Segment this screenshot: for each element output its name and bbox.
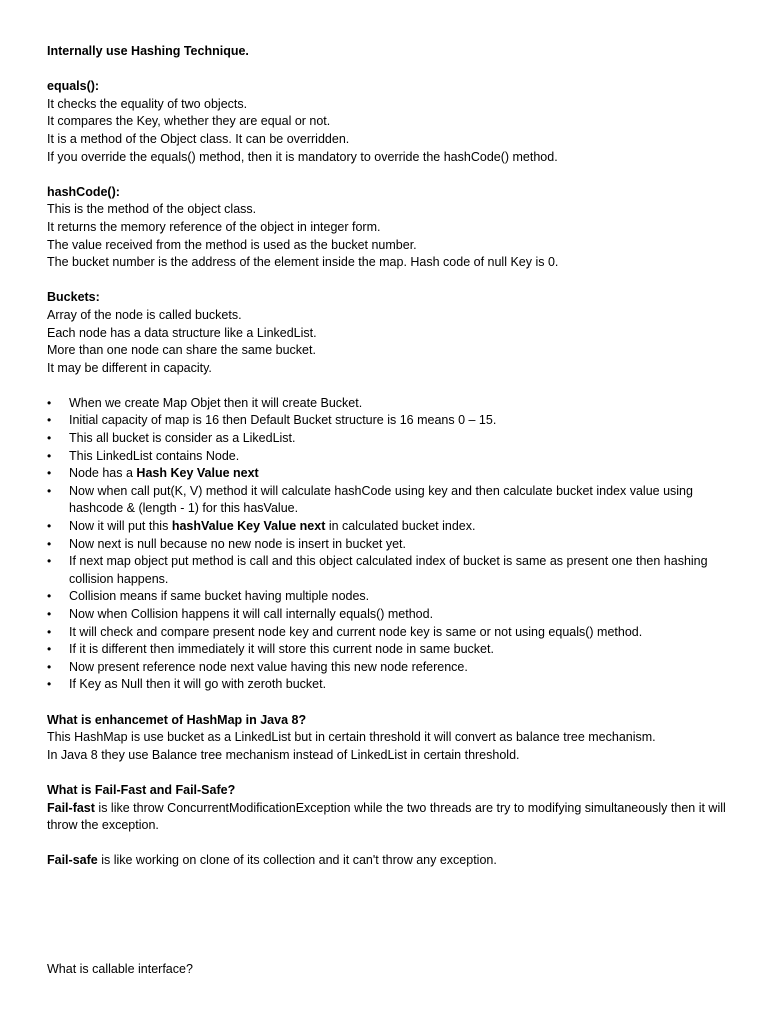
- bullet-icon: •: [47, 466, 52, 481]
- bullet-icon: •: [47, 589, 52, 604]
- buckets-line: Array of the node is called buckets.: [47, 307, 242, 322]
- list-item: [47, 536, 739, 554]
- list-item-text: If Key as Null then it will go with zeroth bucket.: [69, 677, 327, 692]
- bullet-icon: •: [47, 483, 52, 498]
- list-item-text: Now present reference node next value having this new node reference.: [69, 659, 468, 674]
- failfast-term: Fail-fast: [47, 800, 95, 815]
- spacer: [47, 166, 727, 184]
- list-item: [47, 483, 739, 518]
- bullet-icon: •: [47, 395, 52, 410]
- list-item: [47, 448, 739, 466]
- java8-line: In Java 8 they use Balance tree mechanism instead of LinkedList in certain threshold.: [47, 747, 520, 762]
- equals-line: It is a method of the Object class. It can be overridden.: [47, 131, 350, 146]
- failfast-paragraph: [47, 800, 727, 835]
- list-item: [47, 553, 739, 588]
- bullet-icon: •: [47, 536, 52, 551]
- list-item-text: This LinkedList contains Node.: [69, 448, 240, 463]
- hashcode-line: This is the method of the object class.: [47, 202, 257, 217]
- list-item: [47, 659, 739, 677]
- hashcode-line: It returns the memory reference of the object in integer form.: [47, 219, 381, 234]
- buckets-line: It may be different in capacity.: [47, 360, 212, 375]
- bullet-icon: •: [47, 659, 52, 674]
- list-item: [47, 465, 739, 483]
- bullet-icon: •: [47, 624, 52, 639]
- buckets-line: More than one node can share the same bucket.: [47, 343, 316, 358]
- list-item-text: If next map object put method is call and this object calculated index of bucket is same as present one then hashing collision happens.: [69, 554, 708, 586]
- list-item-text: Node has a: [69, 466, 137, 481]
- spacer: [47, 61, 727, 79]
- bullet-icon: •: [47, 607, 52, 621]
- list-item-text: Now when call put(K, V) method it will calculate hashCode using key and then calculate bucket index value using hashcode & (length - 1) for this hasValue.: [69, 483, 693, 516]
- list-item-text: in calculated bucket index.: [325, 519, 476, 534]
- bullet-icon: •: [47, 554, 52, 569]
- spacer: [47, 272, 727, 290]
- list-item-text: Initial capacity of map is 16 then Default Bucket structure is 16 means 0 – 15.: [69, 413, 497, 428]
- list-item: [47, 606, 739, 624]
- failsafe-term: Fail-safe: [47, 853, 98, 868]
- list-item: [47, 641, 739, 659]
- list-item: [47, 412, 739, 430]
- failsafe-paragraph: [47, 852, 727, 870]
- list-item-bold-text: Hash Key Value next: [136, 466, 259, 481]
- hashcode-line: The bucket number is the address of the element inside the map. Hash code of null Key is 0.: [47, 255, 559, 270]
- bullet-list: [47, 395, 727, 694]
- java8-heading: What is enhancemet of HashMap in Java 8?: [47, 712, 307, 727]
- hashcode-line: The value received from the method is used as the bucket number.: [47, 237, 417, 252]
- list-item-bold-text: hashValue Key Value next: [171, 519, 326, 534]
- java8-line: This HashMap is use bucket as a LinkedList but in certain threshold it will convert as balance tree mechanism.: [47, 730, 656, 745]
- document-body: [47, 43, 727, 870]
- list-item-text: Now it will put this: [69, 519, 172, 534]
- equals-line: It compares the Key, whether they are equal or not.: [47, 114, 331, 129]
- list-item-text: If it is different then immediately it will store this current node in same bucket.: [69, 642, 494, 657]
- spacer: [47, 764, 727, 782]
- buckets-heading: Buckets:: [47, 290, 100, 305]
- list-item: [47, 518, 739, 536]
- failfast-text: is like throw ConcurrentModificationException while the two threads are try to modifying simultaneously then it will throw the exception.: [47, 800, 726, 833]
- spacer: [47, 694, 727, 712]
- equals-heading: equals():: [47, 79, 100, 94]
- spacer: [47, 835, 727, 853]
- bullet-icon: •: [47, 448, 52, 463]
- spacer: [47, 377, 727, 395]
- bullet-icon: •: [47, 431, 52, 446]
- hashcode-heading: hashCode():: [47, 184, 120, 199]
- equals-line: It checks the equality of two objects.: [47, 96, 248, 111]
- equals-line: If you override the equals() method, then it is mandatory to override the hashCode() method.: [47, 149, 558, 164]
- bullet-icon: •: [47, 677, 52, 692]
- list-item-text: It will check and compare present node key and current node key is same or not using equals() method.: [69, 624, 643, 639]
- list-item: [47, 430, 739, 448]
- list-item-text: Now next is null because no new node is insert in bucket yet.: [69, 536, 406, 551]
- bullet-icon: •: [47, 413, 52, 428]
- list-item: [47, 588, 739, 606]
- failsafe-text: is like working on clone of its collection and it can't throw any exception.: [97, 853, 497, 868]
- bullet-icon: •: [47, 642, 52, 657]
- list-item-text: When we create Map Objet then it will create Bucket.: [69, 395, 363, 410]
- list-item: [47, 624, 739, 642]
- callable-question: What is callable interface?: [47, 962, 193, 976]
- list-item-text: This all bucket is consider as a LikedList.: [69, 431, 296, 446]
- document-title: Internally use Hashing Technique.: [47, 44, 249, 58]
- failfast-heading: What is Fail-Fast and Fail-Safe?: [47, 782, 236, 797]
- buckets-line: Each node has a data structure like a LinkedList.: [47, 325, 317, 340]
- list-item-text: Now when Collision happens it will call internally equals() method.: [69, 607, 434, 621]
- list-item-text: Collision means if same bucket having multiple nodes.: [69, 589, 370, 604]
- list-item: [47, 395, 739, 413]
- bullet-icon: •: [47, 519, 52, 534]
- list-item: [47, 676, 739, 694]
